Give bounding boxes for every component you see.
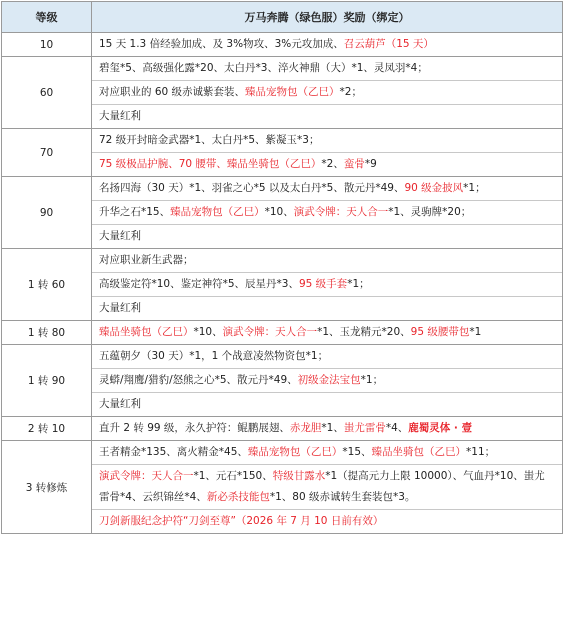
reward-table (1, 1, 563, 534)
reward-line (92, 80, 562, 104)
highlight-reward-text: 蚩尤雷骨 (343, 422, 386, 434)
highlight-reward-text: 初级金法宝包 (297, 374, 361, 386)
highlight-reward-text: 臻品坐骑包（乙巳） (99, 326, 194, 338)
table-row (2, 417, 563, 441)
reward-cell (92, 441, 563, 534)
reward-text: *2； (339, 86, 362, 98)
table-header-row (2, 2, 563, 33)
reward-cell (92, 249, 563, 321)
table-row (2, 33, 563, 57)
reward-line (92, 129, 562, 152)
level-cell: 1 转 60 (2, 249, 92, 321)
reward-line (92, 464, 562, 509)
reward-text: 王者精金*135、离火精金*45、 (99, 446, 248, 458)
reward-cell (92, 417, 563, 441)
reward-line (92, 296, 562, 320)
reward-text: *1； (463, 182, 486, 194)
reward-text: 名扬四海（30 天）*1、羽雀之心*5 以及太白丹*5、散元丹*49、 (99, 182, 405, 194)
reward-text: *1 (469, 326, 482, 338)
reward-text: *15、 (342, 446, 372, 458)
highlight-reward-text: 鹿蜀灵体 · 壹 (408, 422, 473, 434)
reward-text: *2、 (321, 158, 344, 170)
reward-text: *1、玉龙精元*20、 (317, 326, 411, 338)
reward-text: *9 (364, 158, 377, 170)
reward-text: 大量红利 (99, 110, 141, 122)
reward-line (92, 200, 562, 224)
reward-text: 72 级开封暗金武器*1、太白丹*5、紫凝玉*3； (99, 134, 320, 146)
reward-text: 对应职业新生武器； (99, 254, 194, 266)
highlight-reward-text: 95 级手套 (298, 278, 348, 290)
reward-text: *1、灵驹牌*20； (388, 206, 472, 218)
level-cell: 70 (2, 129, 92, 177)
reward-text: 升华之石*15、 (99, 206, 171, 218)
reward-line (92, 368, 562, 392)
reward-text: 五蕴朝夕（30 天）*1，1 个战意凌然物资包*1； (99, 350, 329, 362)
reward-text: 对应职业的 60 级赤诚紫套装、 (99, 86, 246, 98)
level-cell: 90 (2, 177, 92, 249)
reward-line (92, 417, 562, 440)
reward-line (92, 177, 562, 200)
reward-text: *1、80 级赤诚转生套装包*3。 (269, 491, 416, 503)
reward-text: 大量红利 (99, 302, 141, 314)
level-cell: 3 转修炼 (2, 441, 92, 534)
table-body (2, 33, 563, 534)
reward-cell (92, 33, 563, 57)
level-cell: 60 (2, 57, 92, 129)
reward-line (92, 272, 562, 296)
reward-text: 碧玺*5、高级强化露*20、太白丹*3、淬火神鼎（大）*1、灵凤羽*4； (99, 62, 428, 74)
highlight-reward-text: 赤龙胆 (289, 422, 322, 434)
reward-line (92, 345, 562, 368)
reward-line (92, 509, 562, 533)
reward-line (92, 152, 562, 176)
reward-text: *10、 (264, 206, 294, 218)
highlight-reward-text: 臻品宠物包（乙巳） (245, 86, 340, 98)
reward-text: *11； (466, 446, 496, 458)
reward-cell (92, 321, 563, 345)
reward-text: 直升 2 转 99 级，永久护符：鲲鹏展翅、 (99, 422, 290, 434)
highlight-reward-text: 臻品宠物包（乙巳） (170, 206, 265, 218)
table-row (2, 57, 563, 129)
reward-text: *1（提高元力上限 10000）、气血丹*10、蚩尤雷骨*4、云织锦丝*4、 (99, 470, 545, 503)
header-reward: 万马奔腾（绿色服）奖励（绑定） (92, 2, 563, 33)
reward-text: 15 天 1.3 倍经验加成、及 3%物攻、3%元攻加成、 (99, 38, 344, 50)
reward-text: *1、元石*150、 (193, 470, 273, 482)
highlight-reward-text: 演武令牌：天人合一 (293, 206, 389, 218)
table-row (2, 177, 563, 249)
highlight-reward-text: 演武令牌：天人合一 (99, 470, 194, 482)
header-level: 等级 (2, 2, 92, 33)
table-row (2, 249, 563, 321)
highlight-reward-text: 95 级腰带包 (410, 326, 470, 338)
table-row (2, 321, 563, 345)
highlight-reward-text: 演武令牌：天人合一 (222, 326, 318, 338)
reward-cell (92, 345, 563, 417)
reward-line (92, 57, 562, 80)
reward-text: *4、 (385, 422, 409, 434)
level-cell: 1 转 80 (2, 321, 92, 345)
reward-line (92, 249, 562, 272)
level-cell: 1 转 90 (2, 345, 92, 417)
level-cell: 10 (2, 33, 92, 57)
reward-text: 大量红利 (99, 398, 141, 410)
reward-text: *10、 (193, 326, 223, 338)
highlight-reward-text: 臻品宠物包（乙巳） (247, 446, 343, 458)
reward-line (92, 104, 562, 128)
table-row (2, 129, 563, 177)
highlight-reward-text: 特级甘露水 (272, 470, 326, 482)
reward-cell (92, 129, 563, 177)
highlight-reward-text: 新必杀技能包 (206, 491, 270, 503)
reward-line (92, 321, 562, 344)
reward-text: *1； (360, 374, 384, 386)
level-cell: 2 转 10 (2, 417, 92, 441)
reward-text: 高级鉴定符*10、鉴定神符*5、辰星丹*3、 (99, 278, 299, 290)
highlight-reward-text: 90 级金披风 (404, 182, 464, 194)
reward-line (92, 392, 562, 416)
highlight-reward-text: 刀剑新服纪念护符“刀剑至尊”（2026 年 7 月 10 日前有效） (99, 515, 384, 527)
reward-text: 灵蟒/翔鹰/猎豹/怒熊之心*5、散元丹*49、 (99, 374, 298, 386)
highlight-reward-text: 召云葫芦（15 天） (343, 38, 434, 50)
reward-line (92, 224, 562, 248)
reward-line (92, 441, 562, 464)
reward-text: 大量红利 (99, 230, 141, 242)
reward-text: *1； (347, 278, 370, 290)
highlight-reward-text: 臻品坐骑包（乙巳） (371, 446, 467, 458)
reward-cell (92, 57, 563, 129)
table-row (2, 345, 563, 417)
reward-cell (92, 177, 563, 249)
highlight-reward-text: 蛮骨 (343, 158, 365, 170)
table-row (2, 441, 563, 534)
highlight-reward-text: 75 级极品护腕、70 腰带、臻品坐骑包（乙巳） (99, 158, 322, 170)
reward-line (92, 33, 562, 56)
reward-text: *1、 (321, 422, 344, 434)
